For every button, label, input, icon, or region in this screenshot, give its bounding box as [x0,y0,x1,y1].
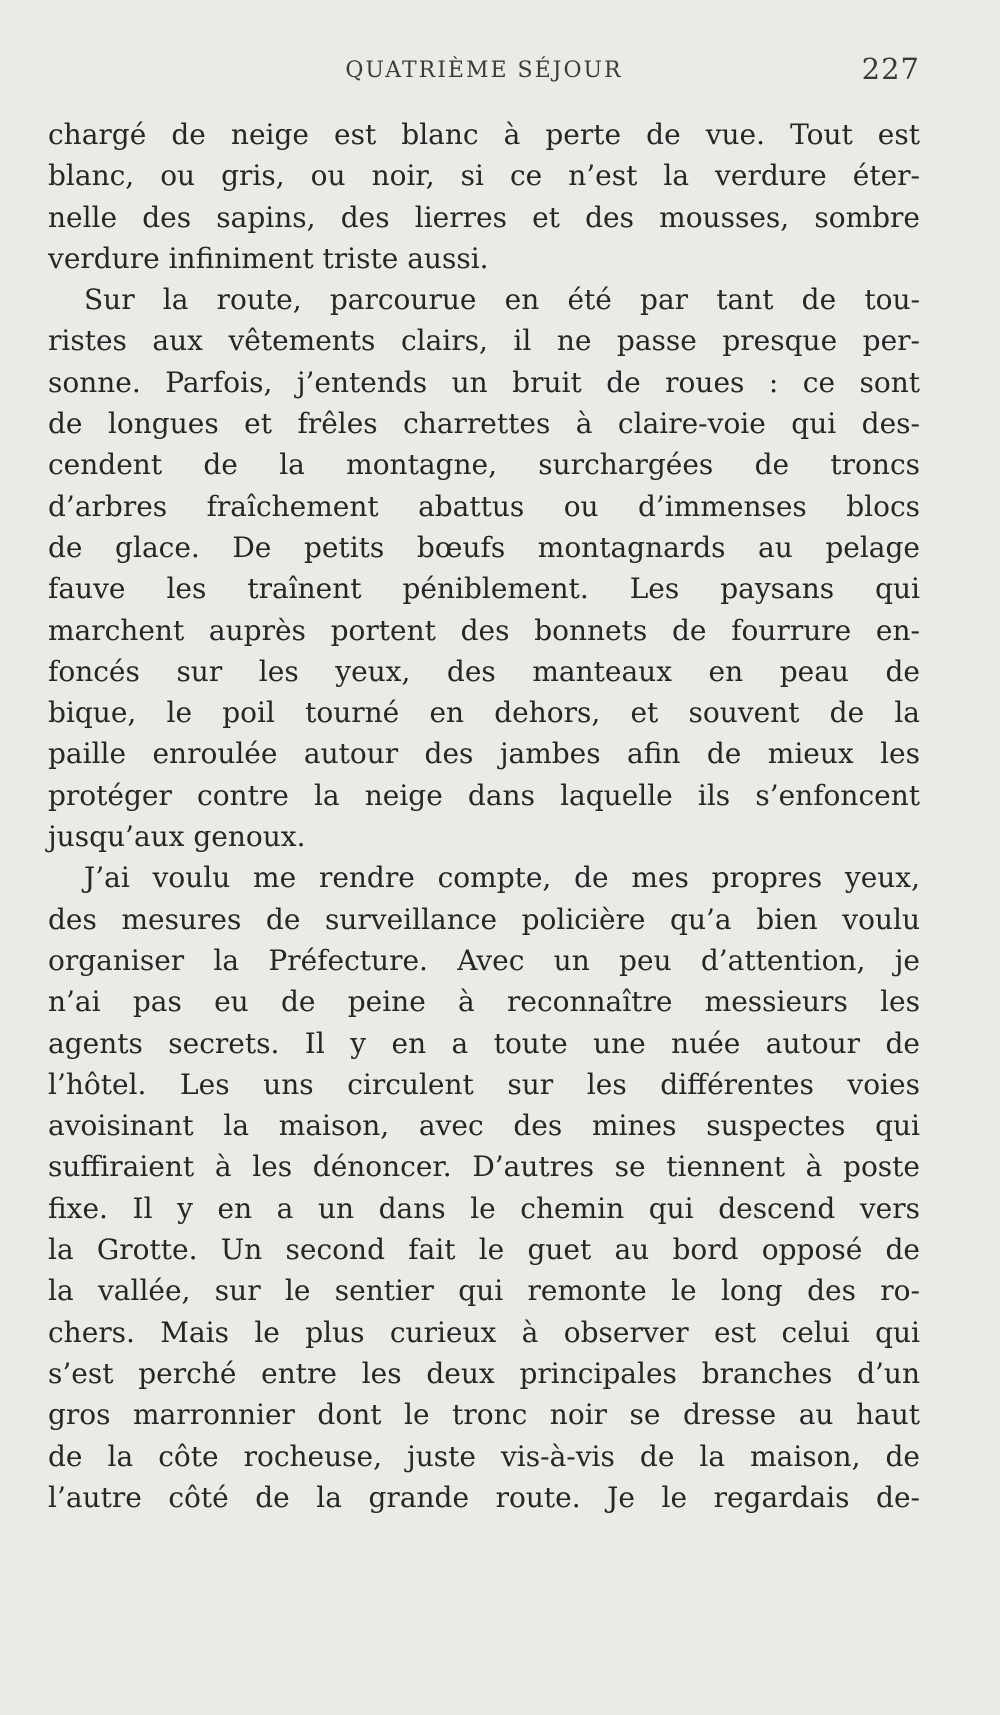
text-line: marchent auprès portent des bonnets de fourrure en- [48,613,920,647]
text-line: des mesures de surveillance policière qu’a bien voulu [48,902,920,936]
text-line: l’hôtel. Les uns circulent sur les différentes voies [48,1067,920,1101]
text-line: bique, le poil tourné en dehors, et souvent de la [48,696,920,730]
page-number: 227 [861,52,920,86]
running-title: QUATRIÈME SÉJOUR [345,58,623,83]
text-line: sonne. Parfois, j’entends un bruit de roues : ce sont [48,365,920,399]
text-line: protéger contre la neige dans laquelle ils s’enfoncent [48,778,920,812]
text-line: ristes aux vêtements clairs, il ne passe presque per- [48,324,920,358]
text-line: chargé de neige est blanc à perte de vue. Tout est [48,118,920,151]
text-line: agents secrets. Il y en a toute une nuée autour de [48,1026,920,1060]
text-line: chers. Mais le plus curieux à observer est celui qui [48,1315,920,1349]
text-line: avoisinant la maison, avec des mines suspectes qui [48,1109,920,1143]
body-text [48,114,920,1518]
text-line: fauve les traînent péniblement. Les paysans qui [48,572,920,606]
text-line: foncés sur les yeux, des manteaux en peau de [48,654,920,688]
text-line: blanc, ou gris, ou noir, si ce n’est la verdure éter- [48,159,920,193]
text-line: jusqu’aux genoux. [48,820,306,854]
text-line: de longues et frêles charrettes à claire-voie qui des- [48,407,920,441]
running-head [48,52,920,92]
text-line: de la côte rocheuse, juste vis-à-vis de la maison, de [48,1439,920,1473]
text-line: suffiraient à les dénoncer. D’autres se tiennent à poste [48,1150,920,1184]
text-line: d’arbres fraîchement abattus ou d’immenses blocs [48,489,920,523]
text-line: nelle des sapins, des lierres et des mousses, sombre [48,200,920,234]
text-line: J’ai voulu me rendre compte, de mes propres yeux, [84,861,920,895]
text-line: cendent de la montagne, surchargées de troncs [48,448,920,482]
text-line: fixe. Il y en a un dans le chemin qui descend vers [48,1191,920,1225]
text-line: paille enroulée autour des jambes afin de mieux les [48,737,920,771]
text-line: Sur la route, parcourue en été par tant de tou- [84,283,920,317]
text-line: gros marronnier dont le tronc noir se dresse au haut [48,1398,920,1432]
text-line: l’autre côté de la grande route. Je le regardais de- [48,1480,920,1514]
text-line: la Grotte. Un second fait le guet au bord opposé de [48,1233,920,1267]
text-line: de glace. De petits bœufs montagnards au pelage [48,530,920,564]
text-line: la vallée, sur le sentier qui remonte le long des ro- [48,1274,920,1308]
text-line: s’est perché entre les deux principales branches d’un [48,1356,920,1390]
text-line: n’ai pas eu de peine à reconnaître messieurs les [48,985,920,1019]
text-line: verdure infiniment triste aussi. [48,241,489,275]
text-line: organiser la Préfecture. Avec un peu d’attention, je [48,943,920,977]
